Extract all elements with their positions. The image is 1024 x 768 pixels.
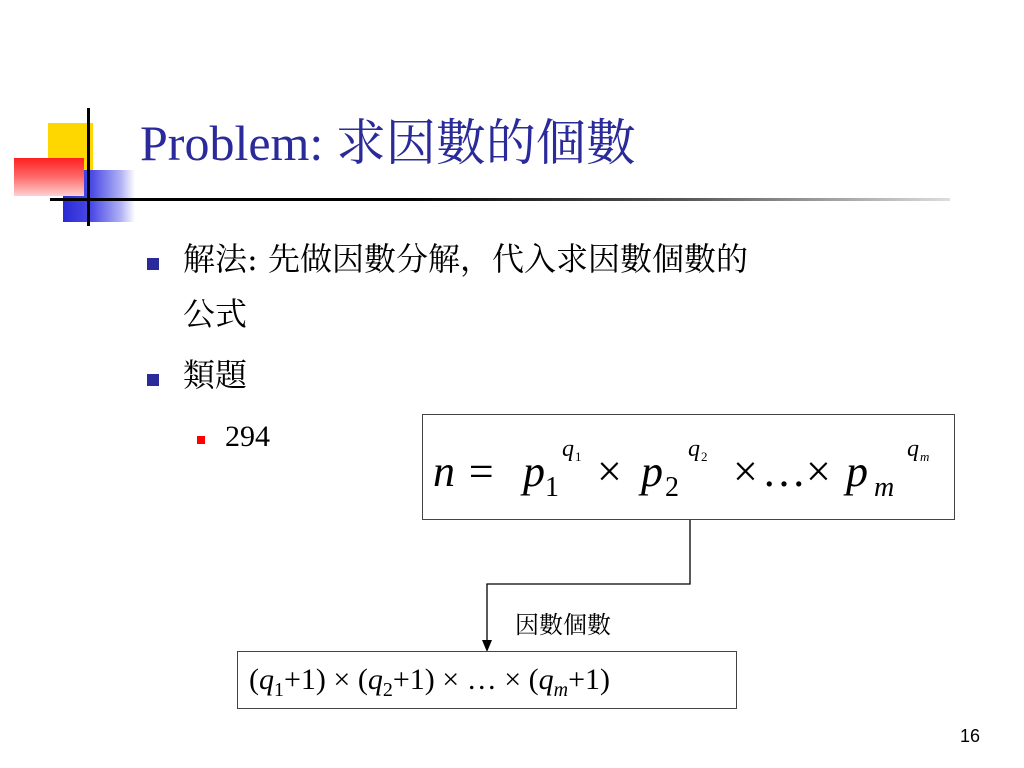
formula-qm-index: m	[920, 449, 930, 464]
slide-title: Problem: 求因數的個數	[140, 115, 636, 171]
formula-qm: q	[907, 436, 919, 462]
formula-q2: q	[688, 436, 700, 462]
formula-n: n =	[433, 447, 496, 496]
formula-times-3: ×	[806, 447, 831, 496]
bullet-2: 類題	[183, 356, 248, 394]
formula-pm: p	[846, 447, 868, 496]
page-number: 16	[960, 726, 981, 746]
bullet-square	[147, 258, 159, 270]
formula-p1: p	[523, 447, 545, 496]
formula-ellipsis: …	[762, 447, 806, 496]
bullet-1-line-2: 公式	[183, 295, 248, 333]
formula-q1: q	[562, 436, 574, 462]
formula-q1-index: 1	[575, 449, 582, 464]
sub-bullet-294: 294	[225, 420, 270, 453]
title-underline	[50, 198, 950, 201]
formula-sub-m: m	[874, 472, 895, 503]
result-formula: $(q_1+1) \times (q_2+1)$ × … × $(q_m+1)$	[249, 663, 610, 701]
bullet-1-line-1: 解法: 先做因數分解，代入求因數個數的	[183, 240, 748, 278]
formula-times-1: ×	[597, 447, 622, 496]
decor-vertical-line	[87, 108, 90, 226]
formula-sub-2: 2	[665, 472, 679, 503]
formula-sub-1: 1	[545, 472, 559, 503]
formula-box	[422, 414, 955, 520]
bullet-square	[147, 374, 159, 386]
formula-times-2: ×	[733, 447, 758, 496]
formula-p2: p	[641, 447, 663, 496]
decor-red-square	[14, 158, 84, 196]
formula-q2-index: 2	[701, 449, 708, 464]
sub-bullet-square	[197, 436, 205, 444]
arrow-label: 因數個數	[515, 611, 611, 639]
